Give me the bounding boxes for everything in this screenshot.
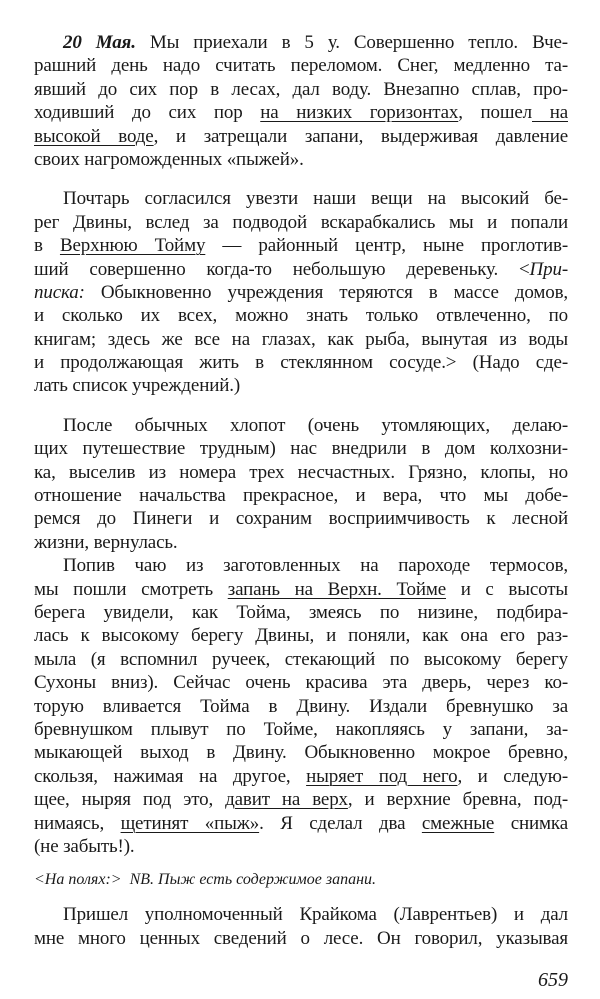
text-line [34,148,568,171]
text-line [34,414,568,437]
text-span: , пошел [458,102,533,124]
text-line [34,234,568,257]
underlined-text: ныряет под него [306,765,458,787]
text-span: Сухоны вниз). Сейчас очень красива эта дверь, через ко- [34,672,568,694]
text-line [34,718,568,741]
paragraph [34,414,568,554]
text-span: книгам; здесь же все на глазах, как рыба, вынутая из воды [34,328,568,350]
text-span: , и верхние бревна, под- [347,789,568,811]
text-line [34,601,568,624]
underlined-text: на [532,102,568,124]
text-span: нимаясь, [34,812,121,834]
text-line [34,835,568,858]
text-line [34,281,568,304]
text-span: и продолжающая жить в стеклянном сосуде.> (Надо сде- [34,352,568,374]
paragraph [34,31,568,171]
text-line [34,31,568,54]
text-span: снимка [494,812,569,834]
text-span: ка, выселив из номера трех несчастных. Грязно, клопы, но [34,461,568,483]
text-line [34,304,568,327]
text-line [34,648,568,671]
text-line [34,328,568,351]
text-span: ходивший до сих пор [34,102,261,124]
text-line [34,374,568,397]
text-span: Пришел уполномоченный Крайкома (Лаврентьев) и дал [63,904,568,926]
text-span: . Я сделал два [259,812,422,834]
text-span: берега увидели, как Тойма, змеясь по низине, подбира- [34,601,568,623]
text-span: жизни, вернулась. [34,531,178,553]
text-line [34,351,568,374]
paragraph [34,187,568,398]
italic-text: При- [529,258,568,280]
margin-note: <На полях:> NB. Пыж есть содержимое запани. [34,871,376,889]
text-span: торую вливается Тойма в Двину. Издали бревнушко за [34,695,568,717]
text-span: в [34,235,60,257]
underlined-text: Верхнюю Тойму [59,235,206,257]
text-span: ший совершенно когда-то небольшую деревеньку. < [34,258,530,280]
text-span: (не забыть!). [34,835,135,857]
text-line [34,578,568,601]
italic-text: писка: [34,281,85,303]
text-span: и сколько их всех, можно знать только отвлеченно, по [34,305,568,327]
text-span: отношение начальства прекрасное, и вера, что мы добе- [34,485,568,507]
text-span: скользя, нажимая на другое, [34,765,307,787]
text-span: , и следую- [457,765,568,787]
text-line [34,624,568,647]
text-line [34,258,568,281]
page-number: 659 [538,969,568,991]
text-span: , и затрещали запани, выдерживая давление [153,125,569,147]
text-line [34,554,568,577]
text-span: мыла (я вспомнил ручеек, стекающий по высокому берегу [34,648,568,670]
text-line [34,671,568,694]
text-span: Мы приехали в 5 у. Совершенно тепло. Вче- [135,32,568,53]
text-line [34,812,568,835]
text-span: явший до сих пор в лесах, дал воду. Внезапно сплав, про- [34,78,568,100]
text-line [34,788,568,811]
text-span: Почтарь согласился увезти наши вещи на высокий бе- [63,188,568,210]
text-line [34,461,568,484]
text-line [34,78,568,101]
text-span: и с высоты [446,578,568,600]
text-span: лать список учреждений.) [34,375,241,397]
text-span: бревнушком плывут по Тойме, накопляясь у запани, за- [34,718,568,740]
underlined-text: на низких горизонтах [260,102,459,124]
text-span: ремся до Пинеги и сохраним восприимчивость к лесной [34,508,568,530]
text-line [34,101,568,124]
paragraph [34,903,568,950]
text-line [34,437,568,460]
text-line [34,187,568,210]
book-page-text [34,31,568,950]
text-line [34,125,568,148]
text-line [34,741,568,764]
text-line [34,765,568,788]
text-span: рег Двины, вслед за подводой вскарабкались мы и попали [34,211,568,233]
date-heading: 20 Мая. [63,32,136,53]
text-span: щих путешествие трудным) нас внедрили в дом колхозни- [34,438,568,460]
text-span: Попив чаю из заготовленных на пароходе термосов, [63,555,568,577]
text-line [34,484,568,507]
text-span: — районный центр, ныне проглотив- [205,235,569,257]
text-span: своих нагроможденных «пыжей». [34,148,304,170]
paragraph [34,554,568,858]
underlined-text: давит на верх [225,789,348,811]
text-line [34,695,568,718]
text-span: мне много ценных сведений о лесе. Он говорил, указывая [34,927,568,949]
text-line [34,927,568,950]
text-span: После обычных хлопот (очень утомляющих, делаю- [63,414,568,436]
text-span: мы пошли смотреть [34,578,228,600]
underlined-text: смежные [421,812,495,834]
text-span: рашний день надо считать переломом. Снег, медленно та- [34,55,568,77]
text-span: лась к высокому берегу Двины, и поняли, как она его раз- [34,625,568,647]
text-line [34,54,568,77]
text-line [34,507,568,530]
underlined-text: запань на Верхн. Тойме [227,578,447,600]
underlined-text: щетинят «пыж» [120,812,260,834]
text-line [34,903,568,926]
text-span: мыкающей выход в Двину. Обыкновенно мокрое бревно, [34,742,568,764]
text-span: Обыкновенно учреждения теряются в массе домов, [84,281,568,303]
text-span: щее, ныряя под это, [34,789,226,811]
underlined-text: высокой воде [34,125,154,147]
text-line [34,211,568,234]
text-line [34,531,568,554]
